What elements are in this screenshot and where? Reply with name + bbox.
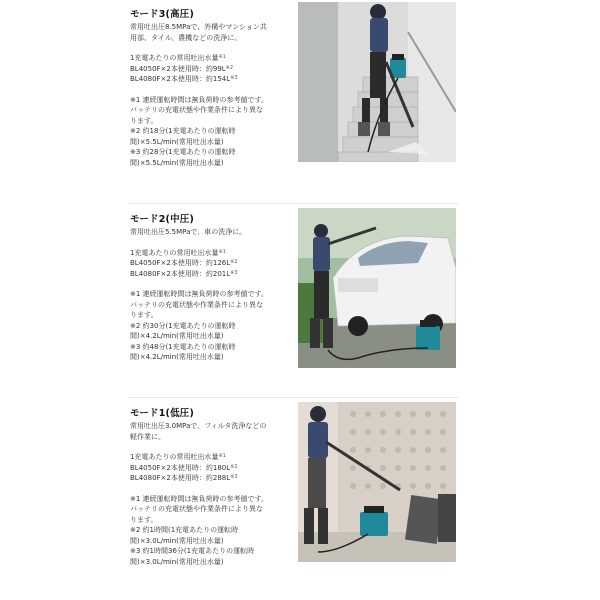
flow-heading: 1充電あたりの常用吐出水量$^{※1}$ — [130, 54, 226, 62]
note-line: ※2 約18分(1充電あたりの運転時 — [130, 127, 236, 135]
note-line: 間)×3.0L/min(常用吐出水量) — [130, 536, 224, 545]
note-line: ※3 約48分(1充電あたりの運転時 — [130, 342, 236, 351]
flow-line: BL4080F×2本使用時：約$201L^{※3}$ — [130, 269, 238, 278]
note-line: 間)×4.2L/min(常用吐出水量) — [130, 332, 224, 340]
section-divider — [128, 397, 458, 398]
note-line: ※1 連続運転時間は無負荷時の参考値です。 — [130, 290, 268, 298]
description-line: 用部、タイル、農機などの洗浄に。 — [130, 33, 242, 42]
note-line: 間)×5.5L/min(常用吐出水量) — [130, 137, 224, 146]
photo-stairs-washing — [298, 2, 456, 162]
note-line: バッテリの充電状態や作業条件により異な — [130, 505, 263, 513]
note-line: ります。 — [130, 311, 158, 319]
flow-heading: 1充電あたりの常用吐出水量$^{※1}$ — [130, 248, 226, 257]
mode-description-block — [130, 421, 290, 567]
description-line: 常用吐出圧8.5MPaで、外構やマンション共 — [130, 23, 267, 31]
note-line: 間)×5.5L/min(常用吐出水量) — [130, 158, 224, 167]
note-line: ります。 — [130, 515, 158, 524]
photo-car-washing — [298, 208, 456, 368]
note-line: ※3 約28分(1充電あたりの運転時 — [130, 148, 236, 156]
note-line: 間)×4.2L/min(常用吐出水量) — [130, 353, 224, 361]
flow-line: BL4050F×2本使用時：約$99L^{※2}$ — [130, 64, 234, 73]
flow-line: BL4050F×2本使用時：約$126L^{※2}$ — [130, 259, 238, 267]
mode-description-block — [130, 227, 290, 363]
note-line: ※3 約1時間36分(1充電あたりの運転時 — [130, 547, 255, 555]
note-line: ※2 約30分(1充電あたりの運転時 — [130, 321, 236, 330]
note-line: ※2 約1時間(1充電あたりの運転時 — [130, 526, 239, 534]
note-line: バッテリの充電状態や作業条件により異な — [130, 106, 263, 114]
mode-title: モード2(中圧) — [130, 214, 195, 225]
description-line: 軽作業に。 — [130, 432, 165, 441]
flow-line: BL4050F×2本使用時：約$180L^{※2}$ — [130, 463, 238, 472]
note-line: ※1 連続運転時間は無負荷時の参考値です。 — [130, 494, 268, 503]
mode-title: モード1(低圧) — [130, 408, 195, 419]
flow-heading: 1充電あたりの常用吐出水量$^{※1}$ — [130, 453, 226, 461]
note-line: バッテリの充電状態や作業条件により異な — [130, 300, 263, 309]
photo-filter-washing — [298, 402, 456, 562]
flow-line: BL4080F×2本使用時：約$288L^{※3}$ — [130, 474, 238, 482]
description-line: 常用吐出圧5.5MPaで、車の洗浄に。 — [130, 228, 247, 236]
mode-title: モード3(高圧) — [130, 9, 195, 20]
note-line: 間)×3.0L/min(常用吐出水量) — [130, 557, 224, 566]
note-line: ります。 — [130, 116, 158, 125]
mode-description-block — [130, 22, 290, 168]
flow-line: BL4080F×2本使用時：約$154L^{※3}$ — [130, 75, 238, 83]
section-divider — [128, 203, 458, 204]
description-line: 常用吐出圧3.0MPaで、フィルタ洗浄などの — [130, 422, 267, 430]
note-line: ※1 連続運転時間は無負荷時の参考値です。 — [130, 95, 268, 104]
